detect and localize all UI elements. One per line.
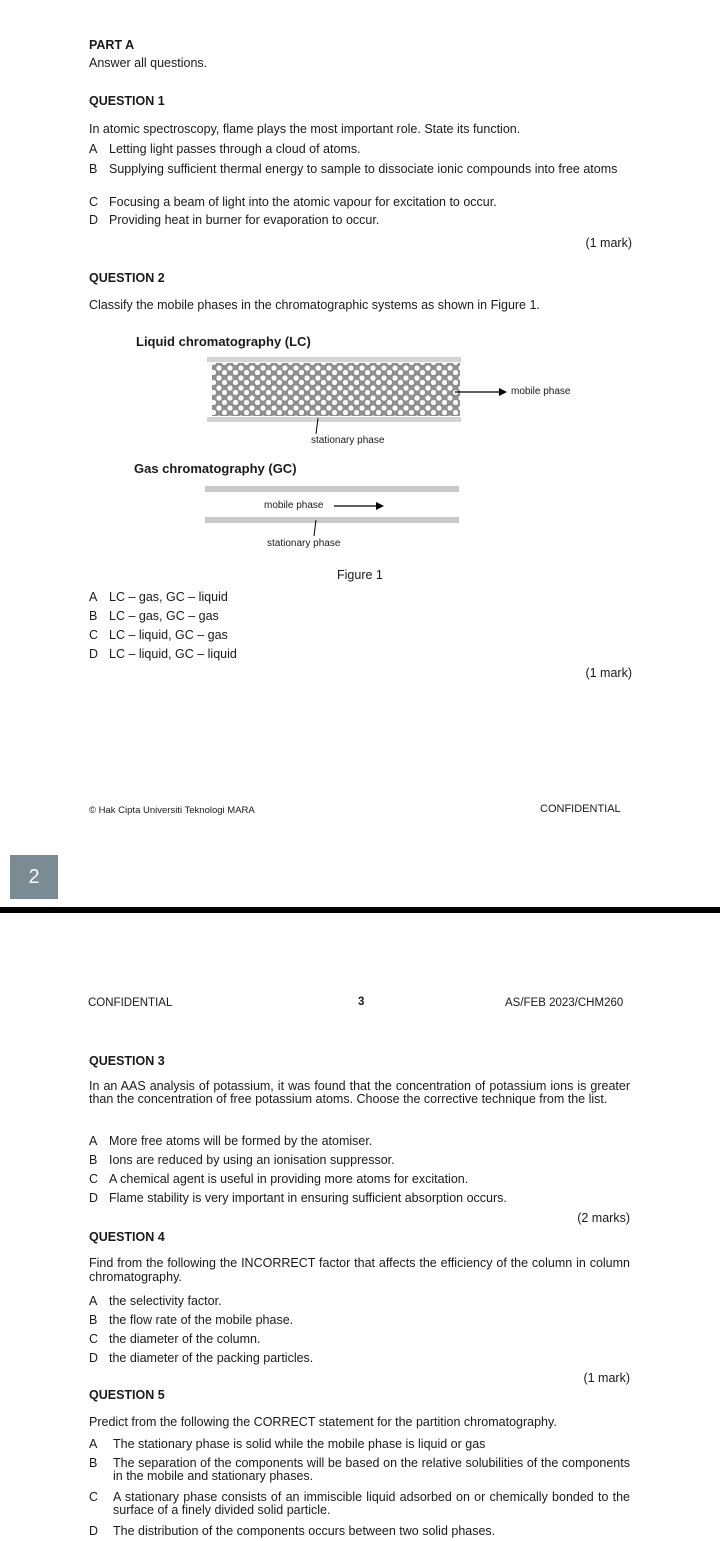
option-letter: D — [89, 1524, 99, 1538]
option-letter: D — [89, 213, 99, 227]
question-4-stem: Find from the following the INCORRECT factor that affects the efficiency of the column in column chromatography. — [89, 1256, 630, 1284]
question-2-title: QUESTION 2 — [89, 271, 165, 285]
option-text: A stationary phase consists of an immiscible liquid adsorbed on or chemically bonded to the surface of a finely divided solid particle. — [113, 1490, 630, 1517]
option-text: Ions are reduced by using an ionisation suppressor. — [109, 1153, 395, 1167]
header-confidential: CONFIDENTIAL — [88, 997, 173, 1009]
question-3-marks: (2 marks) — [577, 1211, 630, 1225]
gc-stationary-label: stationary phase — [267, 538, 341, 549]
option-text: A chemical agent is useful in providing more atoms for excitation. — [109, 1172, 469, 1186]
option-letter: B — [89, 162, 98, 176]
option-letter: D — [89, 647, 99, 661]
question-3-title: QUESTION 3 — [89, 1054, 165, 1068]
question-1-stem: In atomic spectroscopy, flame plays the most important role. State its function. — [89, 122, 521, 136]
lc-stationary-pointer — [312, 418, 322, 436]
question-5-stem: Predict from the following the CORRECT statement for the partition chromatography. — [89, 1415, 557, 1429]
part-instruction: Answer all questions. — [89, 56, 208, 70]
question-5-title: QUESTION 5 — [89, 1388, 165, 1402]
figure-caption: Figure 1 — [337, 568, 383, 582]
option-text: Supplying sufficient thermal energy to sample to dissociate ionic compounds into free atoms — [109, 162, 618, 176]
gc-mobile-label: mobile phase — [264, 500, 324, 511]
option-letter: B — [89, 1153, 98, 1167]
question-5-option-c[interactable] — [89, 1491, 630, 1519]
part-title: PART A — [89, 38, 135, 52]
option-letter: C — [89, 1172, 99, 1186]
option-letter: A — [89, 1134, 98, 1148]
question-5-option-b[interactable] — [89, 1457, 630, 1485]
gc-column-diagram — [205, 485, 461, 527]
lc-column-top-wall — [207, 357, 461, 362]
page-number-badge: 2 — [10, 855, 58, 899]
footer-confidential: CONFIDENTIAL — [540, 803, 621, 815]
option-letter: C — [89, 628, 99, 642]
gc-stationary-pointer — [310, 520, 320, 538]
option-text: More free atoms will be formed by the atomiser. — [109, 1134, 373, 1148]
lc-mobile-label: mobile phase — [511, 386, 571, 397]
lc-packing-beads — [212, 363, 460, 416]
lc-stationary-label: stationary phase — [311, 435, 385, 446]
question-4-marks: (1 mark) — [583, 1371, 630, 1385]
option-text: the diameter of the column. — [109, 1332, 261, 1346]
gc-column-bottom-wall — [205, 517, 459, 523]
option-letter: D — [89, 1351, 99, 1365]
option-text: Focusing a beam of light into the atomic vapour for excitation to occur. — [109, 195, 497, 209]
option-text: Flame stability is very important in ensuring sufficient absorption occurs. — [109, 1191, 507, 1205]
question-1-marks: (1 mark) — [585, 236, 632, 250]
option-text: Providing heat in burner for evaporation to occur. — [109, 213, 380, 227]
question-1-option-b[interactable] — [89, 163, 632, 191]
question-4-title: QUESTION 4 — [89, 1230, 165, 1244]
option-letter: C — [89, 195, 99, 209]
option-letter: A — [89, 1294, 98, 1308]
lc-column-diagram — [205, 355, 465, 427]
question-3-stem: In an AAS analysis of potassium, it was found that the concentration of potassium ions is greater than the concentration of free potassium atoms. Choose the corrective technique from the list. — [89, 1079, 630, 1106]
lc-mobile-arrow — [455, 386, 507, 398]
option-letter: C — [89, 1490, 99, 1504]
gc-column-top-wall — [205, 486, 459, 492]
option-text: LC – liquid, GC – liquid — [109, 647, 237, 661]
option-text: LC – gas, GC – gas — [109, 609, 219, 623]
option-letter: A — [89, 142, 98, 156]
gc-title: Gas chromatography (GC) — [134, 461, 297, 476]
lc-column-bottom-wall — [207, 417, 461, 422]
header-course-code: AS/FEB 2023/CHM260 — [505, 997, 624, 1009]
option-letter: A — [89, 590, 98, 604]
option-letter: B — [89, 1456, 98, 1470]
header-page-number: 3 — [358, 996, 365, 1008]
question-2-marks: (1 mark) — [585, 666, 632, 680]
option-letter: B — [89, 609, 98, 623]
option-text: The separation of the components will be based on the relative solubilities of the components in the mobile and stationary phases. — [113, 1456, 630, 1483]
option-text: LC – liquid, GC – gas — [109, 628, 228, 642]
option-text: the flow rate of the mobile phase. — [109, 1313, 294, 1327]
option-text: The distribution of the components occurs between two solid phases. — [113, 1524, 496, 1538]
option-text: The stationary phase is solid while the mobile phase is liquid or gas — [113, 1437, 486, 1451]
footer-copyright: © Hak Cipta Universiti Teknologi MARA — [89, 805, 255, 816]
option-letter: C — [89, 1332, 99, 1346]
question-2-stem: Classify the mobile phases in the chromatographic systems as shown in Figure 1. — [89, 298, 540, 312]
option-text: the diameter of the packing particles. — [109, 1351, 314, 1365]
option-text: LC – gas, GC – liquid — [109, 590, 228, 604]
option-letter: B — [89, 1313, 98, 1327]
page-divider — [0, 907, 720, 913]
gc-mobile-arrow — [334, 500, 386, 512]
option-letter: D — [89, 1191, 99, 1205]
question-1-title: QUESTION 1 — [89, 94, 165, 108]
option-text: the selectivity factor. — [109, 1294, 222, 1308]
lc-title: Liquid chromatography (LC) — [136, 334, 311, 349]
option-letter: A — [89, 1437, 98, 1451]
option-text: Letting light passes through a cloud of atoms. — [109, 142, 361, 156]
